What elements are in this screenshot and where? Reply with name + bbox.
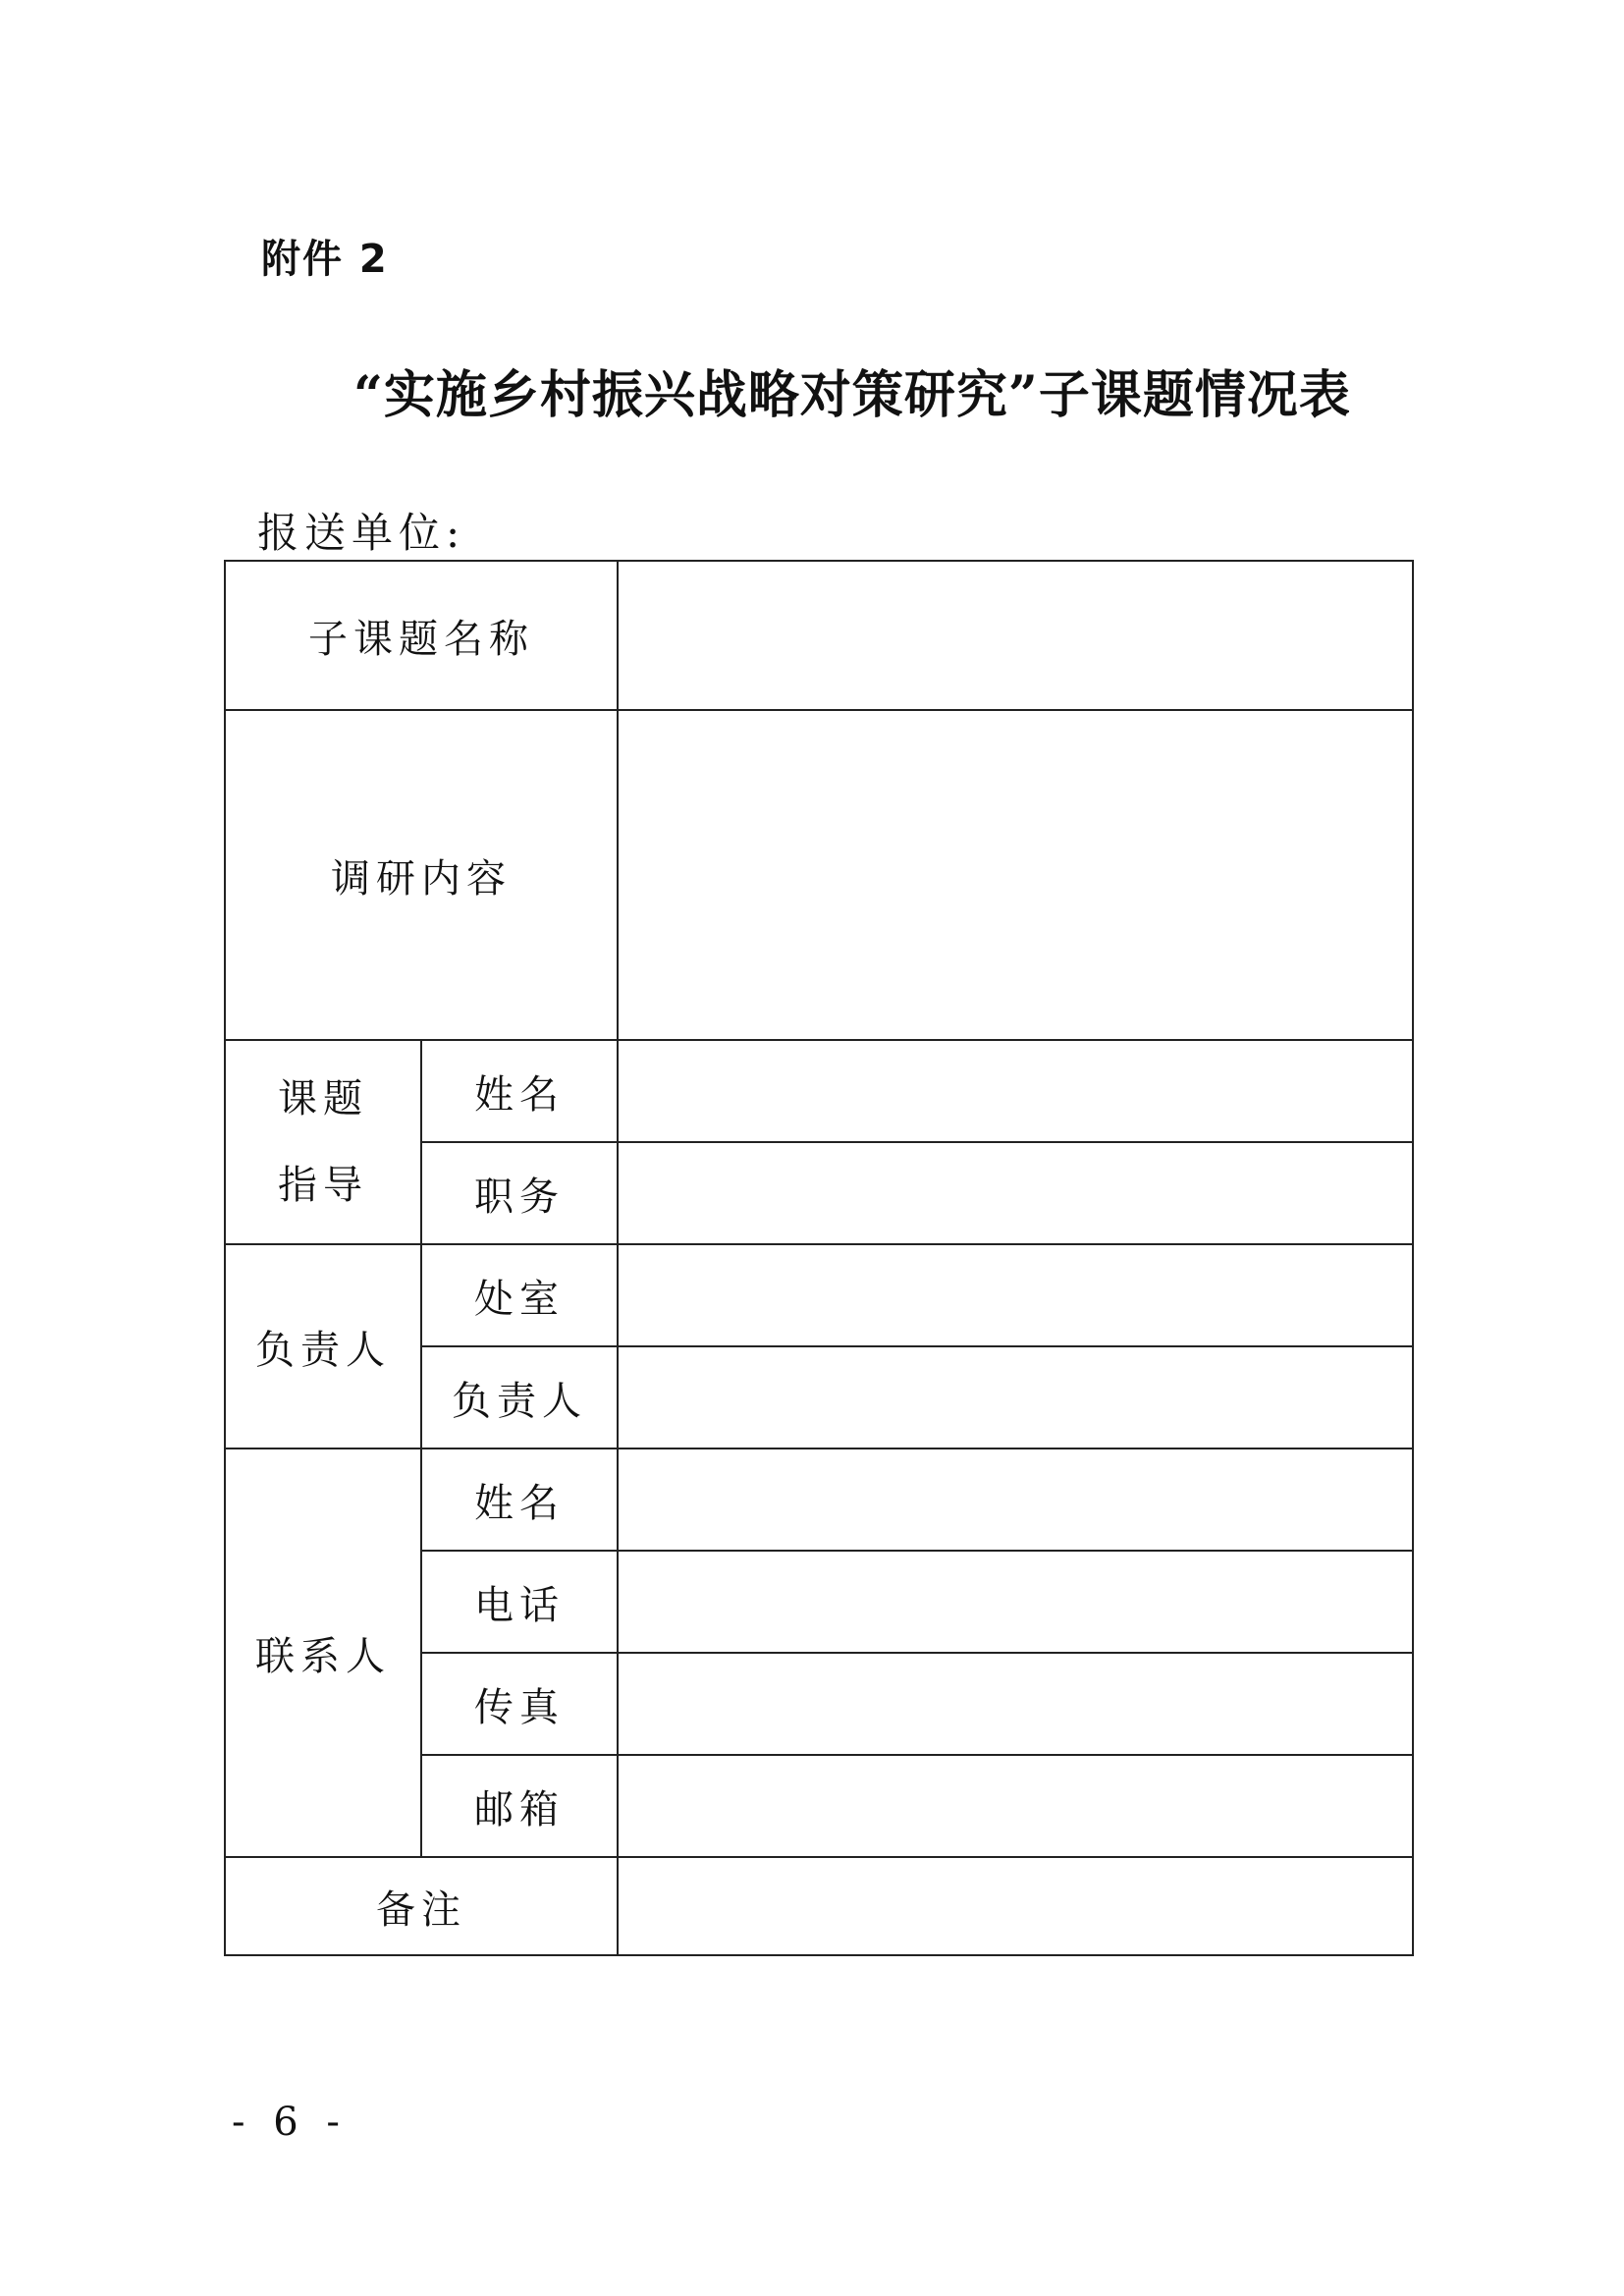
table-row-research-content [225,710,1413,1040]
guidance-position-label: 职务 [421,1142,618,1244]
contact-name-label: 姓名 [421,1449,618,1551]
table-row-responsible-office [225,1244,1413,1346]
table-row-remarks [225,1857,1413,1955]
responsible-person-field[interactable] [618,1346,1413,1449]
remarks-label: 备注 [225,1857,618,1955]
page-title: “实施乡村振兴战略对策研究”子课题情况表 [353,365,1351,425]
research-content-field[interactable] [618,710,1413,1040]
guidance-name-label: 姓名 [421,1040,618,1142]
contact-fax-label: 传真 [421,1653,618,1755]
remarks-field[interactable] [618,1857,1413,1955]
guidance-position-field[interactable] [618,1142,1413,1244]
research-content-label: 调研内容 [225,710,618,1040]
responsible-office-label: 处室 [421,1244,618,1346]
contact-phone-label: 电话 [421,1551,618,1653]
guidance-group-label-line2: 指导 [278,1163,368,1208]
table-row-guidance-name [225,1040,1413,1142]
submitting-unit-label: 报送单位: [257,509,466,557]
guidance-group-label [225,1040,421,1244]
contact-phone-field[interactable] [618,1551,1413,1653]
page-number: - 6 - [232,2100,348,2145]
subtopic-name-field[interactable] [618,561,1413,710]
contact-email-field[interactable] [618,1755,1413,1857]
responsible-person-label: 负责人 [421,1346,618,1449]
subtopic-name-label: 子课题名称 [225,561,618,710]
contact-name-field[interactable] [618,1449,1413,1551]
guidance-name-field[interactable] [618,1040,1413,1142]
table-row-contact-name [225,1449,1413,1551]
contact-group-label: 联系人 [225,1449,421,1857]
guidance-group-label-line1: 课题 [278,1076,368,1121]
contact-fax-field[interactable] [618,1653,1413,1755]
responsible-office-field[interactable] [618,1244,1413,1346]
responsible-group-label: 负责人 [225,1244,421,1449]
contact-email-label: 邮箱 [421,1755,618,1857]
attachment-label: 附件 2 [261,237,389,282]
table-row-subtopic-name [225,561,1413,710]
subtopic-info-table [224,560,1414,1956]
